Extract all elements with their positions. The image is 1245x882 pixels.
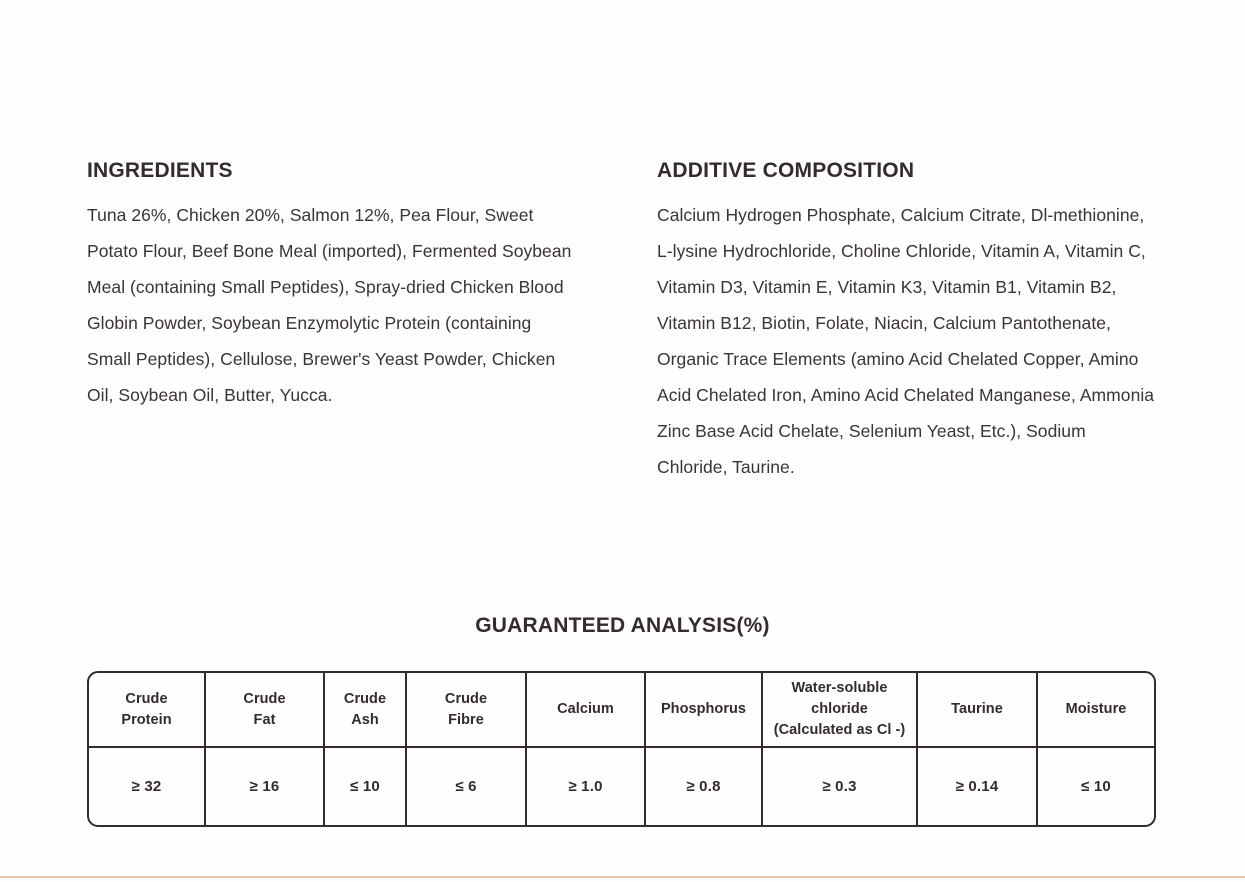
table-data-cell: ≥ 0.14	[918, 748, 1038, 825]
guaranteed-analysis-table	[87, 671, 1156, 827]
table-row	[89, 748, 1154, 825]
table-header-cell	[918, 673, 1038, 746]
header-line-1: Taurine	[951, 701, 1003, 717]
table-data-cell: ≥ 16	[206, 748, 325, 825]
header-line-2: Protein	[121, 711, 172, 728]
table-header-cell	[763, 673, 918, 746]
table-header-cell	[646, 673, 763, 746]
ingredients-heading: INGREDIENTS	[87, 159, 233, 182]
header-line-2: Ash	[351, 711, 379, 728]
header-line-1: Crude	[125, 690, 168, 707]
additive-composition-text: Calcium Hydrogen Phosphate, Calcium Citrate, Dl-methionine, L-lysine Hydrochloride, Choline Chloride, Vitamin A, Vitamin C, Vitamin D3, Vitamin E, Vitamin K3, Vitamin B1, Vitamin B2, Vitamin B12, Biotin, Folate, Niacin, Calcium Pantothenate, Organic Trace Elements (amino Acid Chelated Copper, Amino Acid Chelated Iron, Amino Acid Chelated Manganese, Ammonia Zinc Base Acid Chelate, Selenium Yeast, Etc.), Sodium Chloride, Taurine.	[657, 205, 1155, 478]
table-data-cell: ≥ 0.3	[763, 748, 918, 825]
header-line-1: Phosphorus	[660, 701, 747, 717]
table-data-cell: ≥ 0.8	[646, 748, 763, 825]
table-data-cell: ≥ 1.0	[527, 748, 646, 825]
header-line-1: Crude	[243, 690, 286, 707]
bottom-accent-rule	[0, 876, 1245, 878]
header-line-1: Calcium	[557, 701, 614, 717]
table-header-cell	[1038, 673, 1154, 746]
table-data-cell: ≤ 10	[325, 748, 407, 825]
header-line-2: chloride	[811, 701, 868, 717]
header-line-1: Crude	[343, 690, 387, 707]
header-line-2: Fat	[253, 711, 276, 728]
header-line-1: Crude	[444, 690, 488, 707]
table-header-cell	[527, 673, 646, 746]
header-line-1: Moisture	[1065, 701, 1127, 717]
table-header-cell	[407, 673, 527, 746]
table-header-row	[89, 673, 1154, 748]
additive-composition-heading: ADDITIVE COMPOSITION	[657, 159, 915, 182]
guaranteed-analysis-title: GUARANTEED ANALYSIS(%)	[475, 614, 770, 637]
header-line-2: Fibre	[448, 711, 484, 728]
table-data-cell: ≤ 10	[1081, 778, 1111, 795]
table-data-cell: ≥ 32	[89, 748, 206, 825]
info-columns	[87, 158, 1157, 485]
table-data-cell: ≤ 6	[407, 748, 527, 825]
table-header-cell	[89, 673, 206, 746]
ingredients-text: Tuna 26%, Chicken 20%, Salmon 12%, Pea Flour, Sweet Potato Flour, Beef Bone Meal (imported), Fermented Soybean Meal (containing Small Peptides), Spray-dried Chicken Blood Globin Powder, Soybean Enzymolytic Protein (containing Small Peptides), Cellulose, Brewer's Yeast Powder, Chicken Oil, Soybean Oil, Butter, Yucca.	[87, 205, 572, 406]
ingredients-section	[87, 158, 587, 485]
table-header-cell	[206, 673, 325, 746]
header-line-3: (Calculated as Cl -)	[773, 722, 906, 738]
table-header-cell	[325, 673, 407, 746]
additive-composition-section	[657, 158, 1157, 485]
header-line-1: Water-soluble	[791, 680, 888, 696]
